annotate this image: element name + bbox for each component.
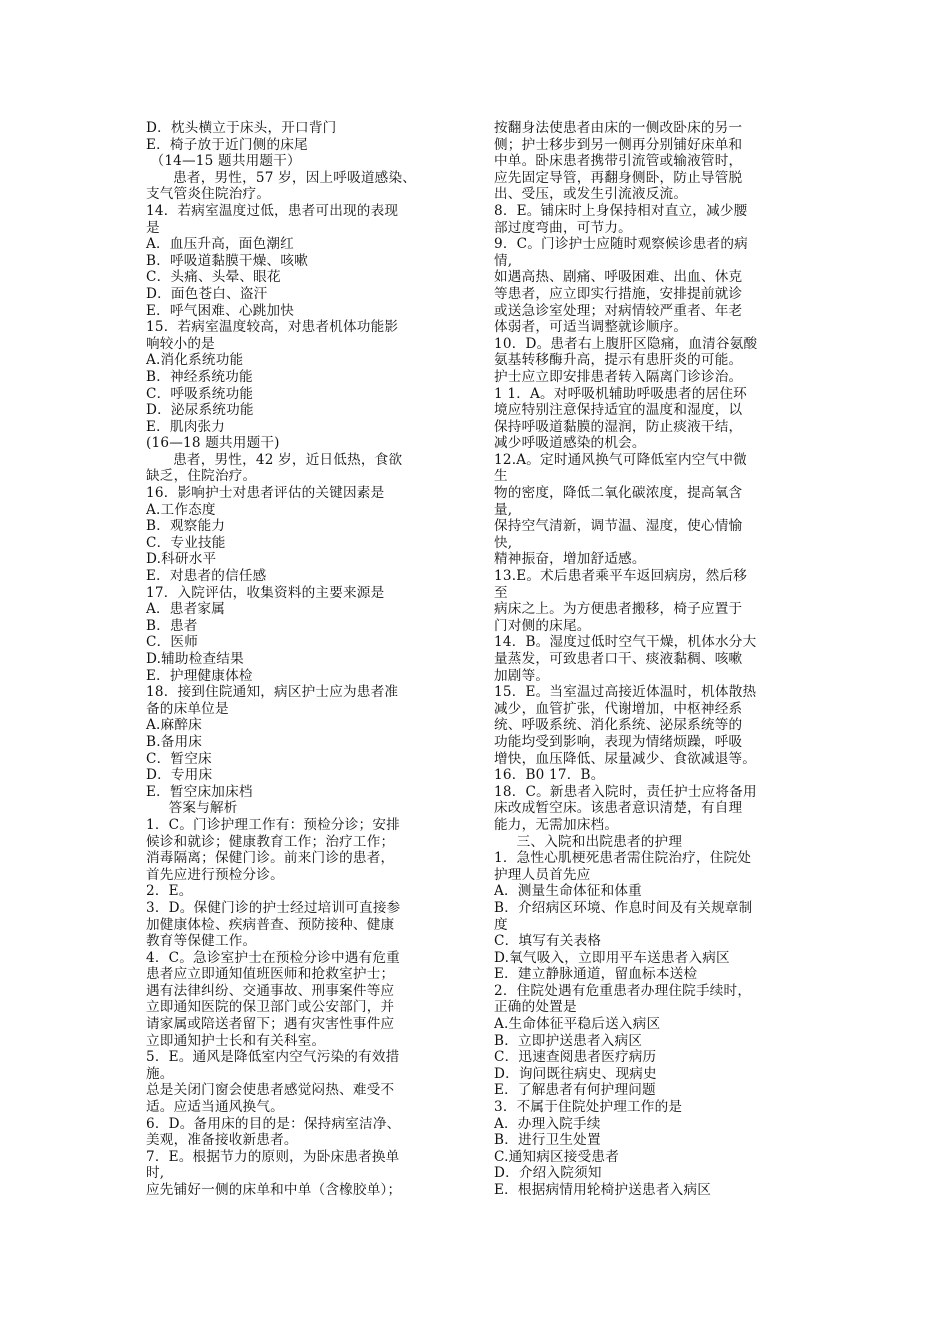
right-column-line: 增快，血压降低、尿量减少、食欲减退等。 xyxy=(494,750,757,767)
right-column-line: D．介绍入院须知 xyxy=(494,1165,602,1182)
right-column-line: C．填写有关表格 xyxy=(494,933,602,950)
right-column-line: 减少呼吸道感染的机会。 xyxy=(494,435,646,452)
left-column-line: 教育等保健工作。 xyxy=(146,933,257,950)
left-column-line: 总是关闭门窗会使患者感觉闷热、难受不 xyxy=(146,1082,395,1099)
right-column-line: 加剧等。 xyxy=(494,667,550,684)
right-column-line: 保持空气清新，调节温、湿度，使心情愉 xyxy=(494,518,743,535)
left-column-line: E．椅子放于近门侧的床尾 xyxy=(146,136,308,153)
right-column-line: A．测量生命体征和体重 xyxy=(494,883,642,900)
left-column-line: E．肌肉张力 xyxy=(146,418,226,435)
left-column-line: 遇有法律纠纷、交通事故、刑事案件等应 xyxy=(146,982,395,999)
right-column-line: C.通知病区接受患者 xyxy=(494,1148,619,1165)
left-column-line: 备的床单位是 xyxy=(146,700,229,717)
left-column-line: 2．E。 xyxy=(146,883,193,900)
left-column-line: 候诊和就诊；健康教育工作；治疗工作； xyxy=(146,833,395,850)
left-column-line: 适。应适当通风换气。 xyxy=(146,1099,284,1116)
left-column-line: D.辅助检查结果 xyxy=(146,651,244,667)
left-column-line: 应先铺好一侧的床单和中单（含橡胶单）； xyxy=(146,1182,402,1198)
right-column-line: 护士应立即安排患者转入隔离门诊诊治。 xyxy=(494,368,743,385)
right-column-line: 量, xyxy=(494,501,513,518)
left-column-line: 15．若病室温度较高，对患者机体功能影 xyxy=(146,319,399,336)
left-column-line: D．面色苍白、盗汗 xyxy=(146,285,268,302)
right-column-line: 精神振奋，增加舒适感。 xyxy=(494,551,646,568)
left-column-line: C．头痛、头晕、眼花 xyxy=(146,269,281,286)
right-column-line: 应先固定导管，再翻身侧卧，防止导管脱 xyxy=(494,169,743,186)
right-column-line: D.氧气吸入，立即用平车送患者入病区 xyxy=(494,949,730,966)
left-column-line: 是 xyxy=(146,219,160,236)
right-column-line: 侧；护士移步到另一侧再分别铺好床单和 xyxy=(494,136,743,153)
left-column-line: D.科研水平 xyxy=(146,551,217,568)
right-column-line: A．办理入院手续 xyxy=(494,1115,601,1132)
left-column-line: C．专业技能 xyxy=(146,534,226,551)
right-text-column xyxy=(494,120,810,1199)
left-column-line: B．神经系统功能 xyxy=(146,368,253,385)
left-column-line: 患者应立即通知值班医师和抢救室护士； xyxy=(146,966,395,983)
right-column-line: 情, xyxy=(494,252,513,269)
right-column-line: 统、呼吸系统、消化系统、泌尿系统等的 xyxy=(494,717,743,734)
right-column-line: 至 xyxy=(494,584,508,601)
left-column-line: 患者，男性，42 岁，近日低热，食欲 xyxy=(146,451,403,468)
right-column-line: 12.A。定时通风换气可降低室内空气中微 xyxy=(494,451,747,468)
right-column-line: B．介绍病区环境、作息时间及有关规章制 xyxy=(494,899,753,916)
right-column-line: 氨基转移酶升高，提示有患肝炎的可能。 xyxy=(494,352,743,369)
left-column-line: D．泌尿系统功能 xyxy=(146,402,254,419)
right-column-line: B．进行卫生处置 xyxy=(494,1132,601,1149)
right-column-line: B．立即护送患者入病区 xyxy=(494,1032,643,1049)
left-column-line: 16．影响护士对患者评估的关键因素是 xyxy=(146,485,385,502)
left-column-line: B．观察能力 xyxy=(146,518,226,535)
left-column-line: C．医师 xyxy=(146,634,198,651)
right-column-line: 中单。卧床患者携带引流管或输液管时， xyxy=(494,153,743,170)
left-column-line: B．呼吸道黏膜干燥、咳嗽 xyxy=(146,252,308,269)
right-column-line: 度 xyxy=(494,916,508,933)
left-column-line: 施。 xyxy=(146,1065,174,1082)
left-column-line: A.消化系统功能 xyxy=(146,352,244,369)
right-column-line: 正确的处置是 xyxy=(494,999,577,1016)
left-column-line: 消毒隔离；保健门诊。前来门诊的患者， xyxy=(146,850,395,867)
right-column-line: D．询问既往病史、现病史 xyxy=(494,1065,657,1082)
right-column-line: 门对侧的床尾。 xyxy=(494,617,591,634)
left-column-line: E．对患者的信任感 xyxy=(146,568,267,585)
left-column-line: 美观，准备接收新患者。 xyxy=(146,1132,298,1149)
right-column-line: 14．B。湿度过低时空气干燥，机体水分大 xyxy=(494,634,757,651)
left-column-line: E．暂空床加床档 xyxy=(146,783,253,800)
left-column-line: 5．E。通风是降低室内空气污染的有效措 xyxy=(146,1049,400,1066)
right-column-line: 功能均受到影响，表现为情绪烦躁，呼吸 xyxy=(494,733,743,750)
left-column-line: A．血压升高，面色潮红 xyxy=(146,236,294,253)
right-column-line: 量蒸发，可致患者口干、痰液黏稠、咳嗽 xyxy=(494,651,743,667)
left-column-line: 14．若病室温度过低，患者可出现的表现 xyxy=(146,202,399,219)
right-column-line: C．迅速查阅患者医疗病历 xyxy=(494,1049,657,1066)
left-column-line: A.工作态度 xyxy=(146,501,216,518)
left-column-line: A.麻醉床 xyxy=(146,717,202,734)
right-column-line: 18．C。新患者入院时，责任护士应将备用 xyxy=(494,783,757,800)
right-column-line: 病床之上。为方便患者搬移，椅子应置于 xyxy=(494,601,743,618)
right-column-line: A.生命体征平稳后送入病区 xyxy=(494,1016,661,1033)
left-column-line: 3．D。保健门诊的护士经过培训可直接参 xyxy=(146,899,401,916)
right-column-line: 体弱者，可适当调整就诊顺序。 xyxy=(494,319,688,336)
left-column-line: 时, xyxy=(146,1165,165,1182)
left-column-line: E．护理健康体检 xyxy=(146,667,253,684)
left-column-line: 7．E。根据节力的原则，为卧床患者换单 xyxy=(146,1148,400,1165)
left-column-line: C．呼吸系统功能 xyxy=(146,385,254,402)
left-column-line: 立即通知医院的保卫部门或公安部门，并 xyxy=(146,999,395,1016)
right-column-line: 13.E。术后患者乘平车返回病房，然后移 xyxy=(494,568,748,585)
right-column-line: 快, xyxy=(494,534,513,551)
right-column-line: 保持呼吸道黏膜的湿润，防止痰液干结， xyxy=(494,418,743,435)
left-column-line: D．枕头横立于床头，开口背门 xyxy=(146,120,337,136)
right-column-line: 出、受压，或发生引流液反流。 xyxy=(494,186,688,203)
right-column-line: 减少，血管扩张，代谢增加，中枢神经系 xyxy=(494,700,743,717)
left-column-line: 患者，男性，57 岁，因上呼吸道感染、 xyxy=(146,169,417,186)
left-column-line: 响较小的是 xyxy=(146,335,215,352)
left-column-line: A．患者家属 xyxy=(146,601,225,618)
right-column-line: 1 1．A。对呼吸机辅助呼吸患者的居住环 xyxy=(494,385,747,402)
right-column-line: 护理人员首先应 xyxy=(494,866,591,883)
right-column-line: 能力，无需加床档。 xyxy=(494,816,619,833)
left-column-line: C．暂空床 xyxy=(146,750,212,767)
right-column-line: 如遇高热、剧痛、呼吸困难、出血、休克 xyxy=(494,269,743,286)
right-column-line: 床改成暂空床。该患者意识清楚，有自理 xyxy=(494,800,743,817)
right-column-line: E．了解患者有何护理问题 xyxy=(494,1082,656,1099)
left-column-line: 支气管炎住院治疗。 xyxy=(146,186,271,203)
right-column-line: 或送急诊室处理；对病情较严重者、年老 xyxy=(494,302,743,319)
left-column-line: 立即通知护士长和有关科室。 xyxy=(146,1032,326,1049)
left-column-line: 4．C。急诊室护士在预检分诊中遇有危重 xyxy=(146,949,400,966)
right-column-line: 1．急性心肌梗死患者需住院治疗，住院处 xyxy=(494,850,752,867)
left-column-line: B．患者 xyxy=(146,617,198,634)
left-text-column xyxy=(146,120,471,1199)
left-column-line: E．呼气困难、心跳加快 xyxy=(146,302,295,319)
right-column-line: 8．E。铺床时上身保持相对直立，减少腰 xyxy=(494,202,748,219)
right-column-line: 9．C。门诊护士应随时观察候诊患者的病 xyxy=(494,236,748,253)
right-column-line: 三、入院和出院患者的护理 xyxy=(494,833,683,850)
right-column-line: 等患者，应立即实行措施，安排提前就诊 xyxy=(494,285,743,302)
left-column-line: 17．入院评估，收集资料的主要来源是 xyxy=(146,584,385,601)
right-column-line: 10．D。患者右上腹肝区隐痛，血清谷氨酸 xyxy=(494,335,758,352)
left-column-line: 加健康体检、疾病普查、预防接种、健康 xyxy=(146,916,395,933)
left-column-line: 18．接到住院通知，病区护士应为患者准 xyxy=(146,684,399,701)
right-column-line: 16．B0 17．B。 xyxy=(494,767,605,784)
left-column-line: 缺乏，住院治疗。 xyxy=(146,468,257,485)
right-column-line: 15．E。当室温过高接近体温时，机体散热 xyxy=(494,684,757,701)
right-column-line: 3．不属于住院处护理工作的是 xyxy=(494,1099,683,1116)
left-column-line: D．专用床 xyxy=(146,767,213,784)
right-column-line: 物的密度，降低二氧化碳浓度，提高氧含 xyxy=(494,485,743,502)
left-column-line: 请家属或陪送者留下；遇有灾害性事件应 xyxy=(146,1016,395,1033)
left-column-line: 6．D。备用床的目的是：保持病室洁净、 xyxy=(146,1115,401,1132)
right-column-line: 部过度弯曲，可节力。 xyxy=(494,219,632,236)
right-column-line: 2．住院处遇有危重患者办理住院手续时， xyxy=(494,982,752,999)
left-column-line: 1．C。门诊护理工作有：预检分诊；安排 xyxy=(146,816,400,833)
right-column-line: 境应特别注意保持适宜的温度和湿度，以 xyxy=(494,402,743,419)
right-column-line: E．建立静脉通道，留血标本送检 xyxy=(494,966,698,983)
left-column-line: 答案与解析 xyxy=(146,800,238,817)
left-column-line: (16—18 题共用题干) xyxy=(146,435,280,452)
left-column-line: （14—15 题共用题干） xyxy=(146,153,301,170)
right-column-line: 生 xyxy=(494,468,508,485)
right-column-line: E．根据病情用轮椅护送患者入病区 xyxy=(494,1182,712,1198)
left-column-line: 首先应进行预检分诊。 xyxy=(146,866,284,883)
right-column-line: 按翻身法使患者由床的一侧改卧床的另一 xyxy=(494,120,743,136)
left-column-line: B.备用床 xyxy=(146,733,203,750)
